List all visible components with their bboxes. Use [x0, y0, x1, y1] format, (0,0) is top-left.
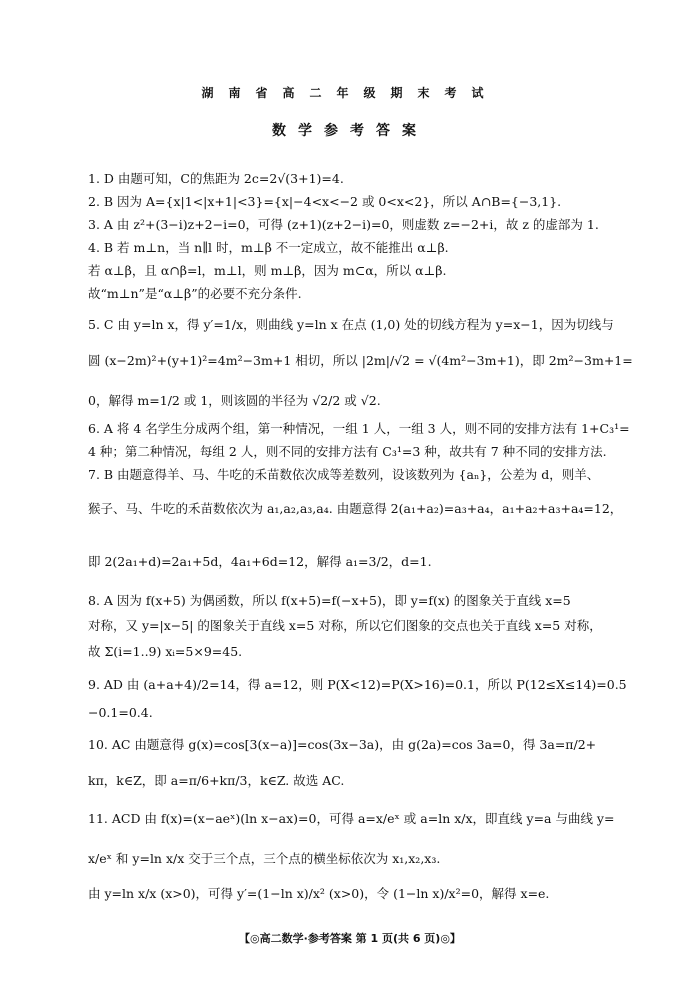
- page-footer: 【◎高二数学·参考答案 第 1 页(共 6 页)◎】: [239, 932, 461, 945]
- answer-line: 0，解得 m=1/2 或 1，则该圆的半径为 √2/2 或 √2.: [88, 393, 381, 408]
- answer-line: 4. B 若 m⊥n，当 n∥l 时，m⊥β 不一定成立，故不能推出 α⊥β.: [88, 240, 449, 255]
- exam-title: 湖南省高二年级期末考试: [201, 86, 499, 100]
- answer-line: −0.1=0.4.: [88, 705, 153, 720]
- answer-line: 7. B 由题意得羊、马、牛吃的禾苗数依次成等差数列，设该数列为 {aₙ}，公差为 d，则羊、: [88, 467, 600, 482]
- answer-line: 9. AD 由 (a+a+4)/2=14，得 a=12，则 P(X<12)=P(X>16)=0.1，所以 P(12≤X≤14)=0.5: [88, 677, 627, 692]
- answer-line: 对称，又 y=|x−5| 的图象关于直线 x=5 对称，所以它们图象的交点也关于直线 x=5 对称，: [88, 618, 602, 633]
- answer-line: 8. A 因为 f(x+5) 为偶函数，所以 f(x+5)=f(−x+5)，即 y=f(x) 的图象关于直线 x=5: [88, 593, 571, 608]
- answer-key-title: 数学参考答案: [272, 123, 428, 139]
- answer-line: 4 种；第二种情况，每组 2 人，则不同的安排方法有 C₃¹=3 种，故共有 7 种不同的安排方法.: [88, 444, 607, 459]
- answer-line: 故“m⊥n”是“α⊥β”的必要不充分条件.: [88, 286, 302, 301]
- answer-line: 猴子、马、牛吃的禾苗数依次为 a₁,a₂,a₃,a₄. 由题意得 2(a₁+a₂)=a₃+a₄，a₁+a₂+a₃+a₄=12，: [88, 501, 623, 516]
- answer-line: 5. C 由 y=ln x，得 y′=1/x，则曲线 y=ln x 在点 (1,0) 处的切线方程为 y=x−1，因为切线与: [88, 317, 614, 332]
- answer-line: 6. A 将 4 名学生分成两个组，第一种情况，一组 1 人，一组 3 人，则不同的安排方法有 1+C₃¹=: [88, 421, 630, 436]
- answer-line: 11. ACD 由 f(x)=(x−aeˣ)(ln x−ax)=0，可得 a=x/eˣ 或 a=ln x/x，即直线 y=a 与曲线 y=: [88, 811, 615, 826]
- answer-line: 圆 (x−2m)²+(y+1)²=4m²−3m+1 相切，所以 |2m|/√2 = √(4m²−3m+1)，即 2m²−3m+1=: [88, 353, 633, 368]
- answer-line: 故 Σ(i=1..9) xᵢ=5×9=45.: [88, 644, 243, 659]
- answer-line: 由 y=ln x/x (x>0)，可得 y′=(1−ln x)/x² (x>0)，令 (1−ln x)/x²=0，解得 x=e.: [88, 886, 550, 901]
- answer-line: kπ，k∈Z，即 a=π/6+kπ/3，k∈Z. 故选 AC.: [88, 773, 345, 788]
- answer-line: 3. A 由 z²+(3−i)z+2−i=0，可得 (z+1)(z+2−i)=0，则虚数 z=−2+i，故 z 的虚部为 1.: [88, 217, 599, 232]
- answer-line: 10. AC 由题意得 g(x)=cos[3(x−a)]=cos(3x−3a)，由 g(2a)=cos 3a=0，得 3a=π/2+: [88, 737, 597, 752]
- answer-line: 2. B 因为 A={x|1<|x+1|<3}={x|−4<x<−2 或 0<x<2}，所以 A∩B={−3,1}.: [88, 194, 562, 209]
- answer-line: 若 α⊥β，且 α∩β=l，m⊥l，则 m⊥β，因为 m⊂α，所以 α⊥β.: [88, 263, 447, 278]
- answer-line: x/eˣ 和 y=ln x/x 交于三个点，三个点的横坐标依次为 x₁,x₂,x₃.: [88, 851, 441, 866]
- answer-line: 1. D 由题可知，C的焦距为 2c=2√(3+1)=4.: [88, 171, 344, 186]
- answer-line: 即 2(2a₁+d)=2a₁+5d，4a₁+6d=12，解得 a₁=3/2，d=1.: [88, 554, 432, 569]
